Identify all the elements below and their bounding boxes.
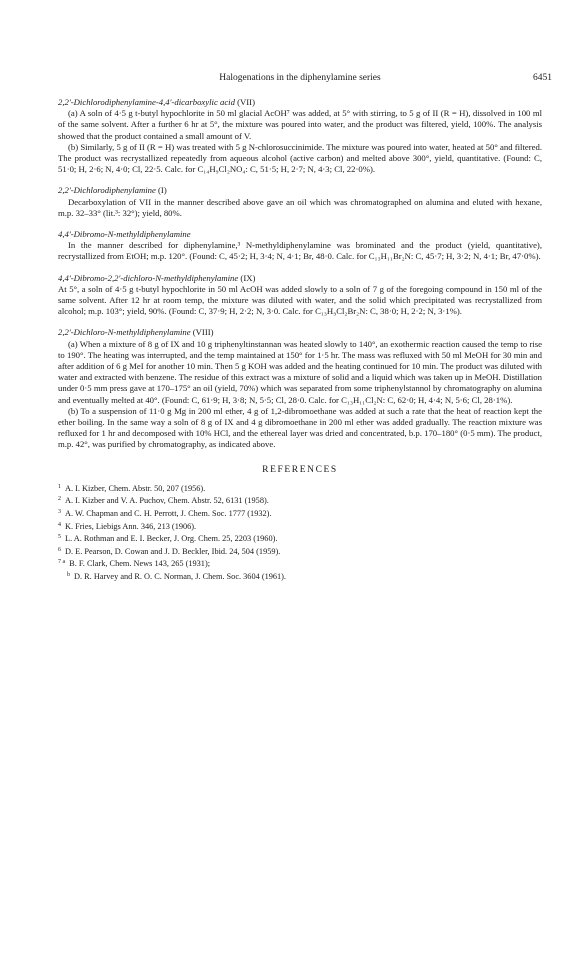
reference-text: L. A. Rothman and E. I. Becker, J. Org. Chem. 25, 2203 (1960). xyxy=(65,534,278,544)
compound-label: (I) xyxy=(155,185,167,196)
references-title: REFERENCES xyxy=(262,464,338,475)
reference-number: 5 xyxy=(58,534,61,541)
reference-text: K. Fries, Liebigs Ann. 346, 213 (1906). xyxy=(65,521,197,531)
section-dichlorodiphenylamine xyxy=(58,185,542,219)
reference-text: D. R. Harvey and R. O. C. Norman, J. Chem. Soc. 3604 (1961). xyxy=(74,572,287,582)
compound-name: 2,2′-Dichlorodiphenylamine-4,4′-dicarboxylic acid xyxy=(58,97,235,107)
paragraph: (a) When a mixture of 8 g of IX and 10 g triphenyltinstannan was heated slowly to 140°, an exothermic reaction caused the temp to rise to 190°. The heating was interrupted, and the temp maintained at 150° for 1·5 hr. The mass was refluxed with 50 ml MeOH for 30 min and after addition of 6 g MeI for another 10 min. Then 5 g KOH was added and the heating continued for 10 min. The product was diluted with water and extracted with benzene. The residue of this extract was a mixture of solid and a liquid which was taken up in MeOH. Distillation under 0·5 mm press gave at 170–175° an oil (yield, 70%) which was separated from some triphenylstannol by chromatography on alumina and eventually melted at 40°. (Found: C, 61·9; H, 3·8; N, 5·5; Cl, 28·0. Calc. for C₁₃H₁₁Cl₂N: C, 62·0; H, 4·4; N, 5·6; Cl, 28·1%). xyxy=(58,338,542,405)
reference-text: A. W. Chapman and C. H. Perrott, J. Chem. Soc. 1777 (1932). xyxy=(65,509,272,519)
running-header xyxy=(60,73,552,87)
reference-number: 1 xyxy=(58,483,61,490)
section-dibromo-dichloro xyxy=(58,273,542,318)
section-heading xyxy=(58,273,542,284)
paragraph: At 5°, a soln of 4·5 g t-butyl hypochlorite in 50 ml AcOH was added slowly to a soln of 7 g of the foregoing compound in 150 ml of the same solvent. After 12 hr at room temp, the mixture was diluted with water, and the solid which precipitated was recrystallized from alcohol; m.p. 103°; yield, 90%. (Found: C, 37·9; H, 2·2; N, 3·0. Calc. for C₁₃H₉Cl₂Br₂N: C, 38·0; H, 2·2; N, 3·1%). xyxy=(58,283,542,317)
page-number: 6451 xyxy=(533,73,552,83)
paragraph: In the manner described for diphenylamine,³ N-methyldiphenylamine was brominated and the product (yield, quantitative), recrystallized from EtOH; m.p. 120°. (Found: C, 45·2; H, 3·4; N, 4·1; Br, 48·0. Calc. for C₁₃H₁₁Br₂N: C, 45·7; H, 3·2; N, 4·1; Br, 47·0%). xyxy=(58,240,542,262)
section-dichloro-methyldiphenylamine xyxy=(58,327,542,450)
reference-number: 6 xyxy=(58,546,61,553)
reference-text: D. E. Pearson, D. Cowan and J. D. Beckler, Ibid. 24, 504 (1959). xyxy=(65,546,281,556)
reference-number: 2 xyxy=(58,496,61,503)
compound-name: 4,4′-Dibromo-2,2′-dichloro-N-methyldiphenylamine xyxy=(58,272,239,283)
compound-name: 4,4′-Dibromo-N-methyldiphenylamine xyxy=(58,229,191,240)
reference-item xyxy=(58,545,542,558)
reference-text: A. I. Kizber, Chem. Abstr. 50, 207 (1956). xyxy=(65,483,206,493)
reference-item xyxy=(58,557,542,570)
paragraph: (a) A soln of 4·5 g t-butyl hypochlorite in 50 ml glacial AcOH⁷ was added, at 5° with stirring, to 5 g of II (R = H), dissolved in 100 ml of the same solvent. After a further 6 hr at 5°, the mixture was poured into water, and the product was filtered, yield, 100%. The analysis showed that the product contained a small amount of V. xyxy=(58,108,542,141)
compound-name: 2,2′-Dichlorodiphenylamine xyxy=(58,185,156,196)
section-dicarboxylic-acid xyxy=(58,97,542,175)
reference-number: 4 xyxy=(58,521,61,528)
reference-number: b xyxy=(67,572,70,579)
section-dibromo-methyldiphenylamine xyxy=(58,229,542,263)
compound-name: 2,2′-Dichloro-N-methyldiphenylamine xyxy=(58,327,191,338)
reference-text: A. I. Kizber and V. A. Puchov, Chem. Abstr. 52, 6131 (1958). xyxy=(65,496,269,506)
reference-number: 7 a xyxy=(58,559,66,566)
section-heading xyxy=(58,97,542,108)
reference-item xyxy=(58,494,542,507)
reference-number: 3 xyxy=(58,509,61,516)
section-heading xyxy=(58,327,542,338)
compound-label: (VII) xyxy=(234,97,255,107)
reference-item xyxy=(58,570,542,583)
article-body xyxy=(58,97,542,583)
compound-label: (IX) xyxy=(238,272,256,283)
reference-item xyxy=(58,520,542,533)
running-title: Halogenations in the diphenylamine series xyxy=(219,73,381,83)
compound-label: (VIII) xyxy=(190,327,214,338)
paragraph: (b) Similarly, 5 g of II (R = H) was treated with 5 g N-chlorosuccinimide. The mixture was poured into water, heated at 50° and filtered. The product was recrystallized repeatedly from aqueous alcohol (active carbon) and melted above 300°, yield, quantitative. (Found: C, 51·0; H, 2·6; N, 4·0; Cl, 22·5. Calc. for C₁₄H₉Cl₂NO₄: C, 51·5; H, 2·7; N, 4·3; Cl, 22·0%). xyxy=(58,141,542,175)
reference-item xyxy=(58,507,542,520)
reference-text: B. F. Clark, Chem. News 143, 265 (1931); xyxy=(69,559,211,569)
reference-list xyxy=(58,482,542,583)
paragraph: (b) To a suspension of 11·0 g Mg in 200 ml ether, 4 g of 1,2-dibromoethane was added at such a rate that the heat of reaction kept the ether boiling. In the same way a soln of 8 g of IX and 4 g dibromoethane in 200 ml ether was added gradually. The reaction mixture was refluxed for 1 hr and decomposed with 10% HCl, and the ethereal layer was dried and concentrated, b.p. 170–180° (0·5 mm). The product, m.p. 42°, was purified by chromatography, as indicated above. xyxy=(58,405,542,450)
reference-item xyxy=(58,532,542,545)
section-heading xyxy=(58,185,542,196)
section-heading xyxy=(58,229,542,240)
reference-item xyxy=(58,482,542,495)
paragraph: Decarboxylation of VII in the manner described above gave an oil which was chromatographed on alumina and eluted with hexane, m.p. 32–33° (lit.³: 32°); yield, 80%. xyxy=(58,196,542,218)
